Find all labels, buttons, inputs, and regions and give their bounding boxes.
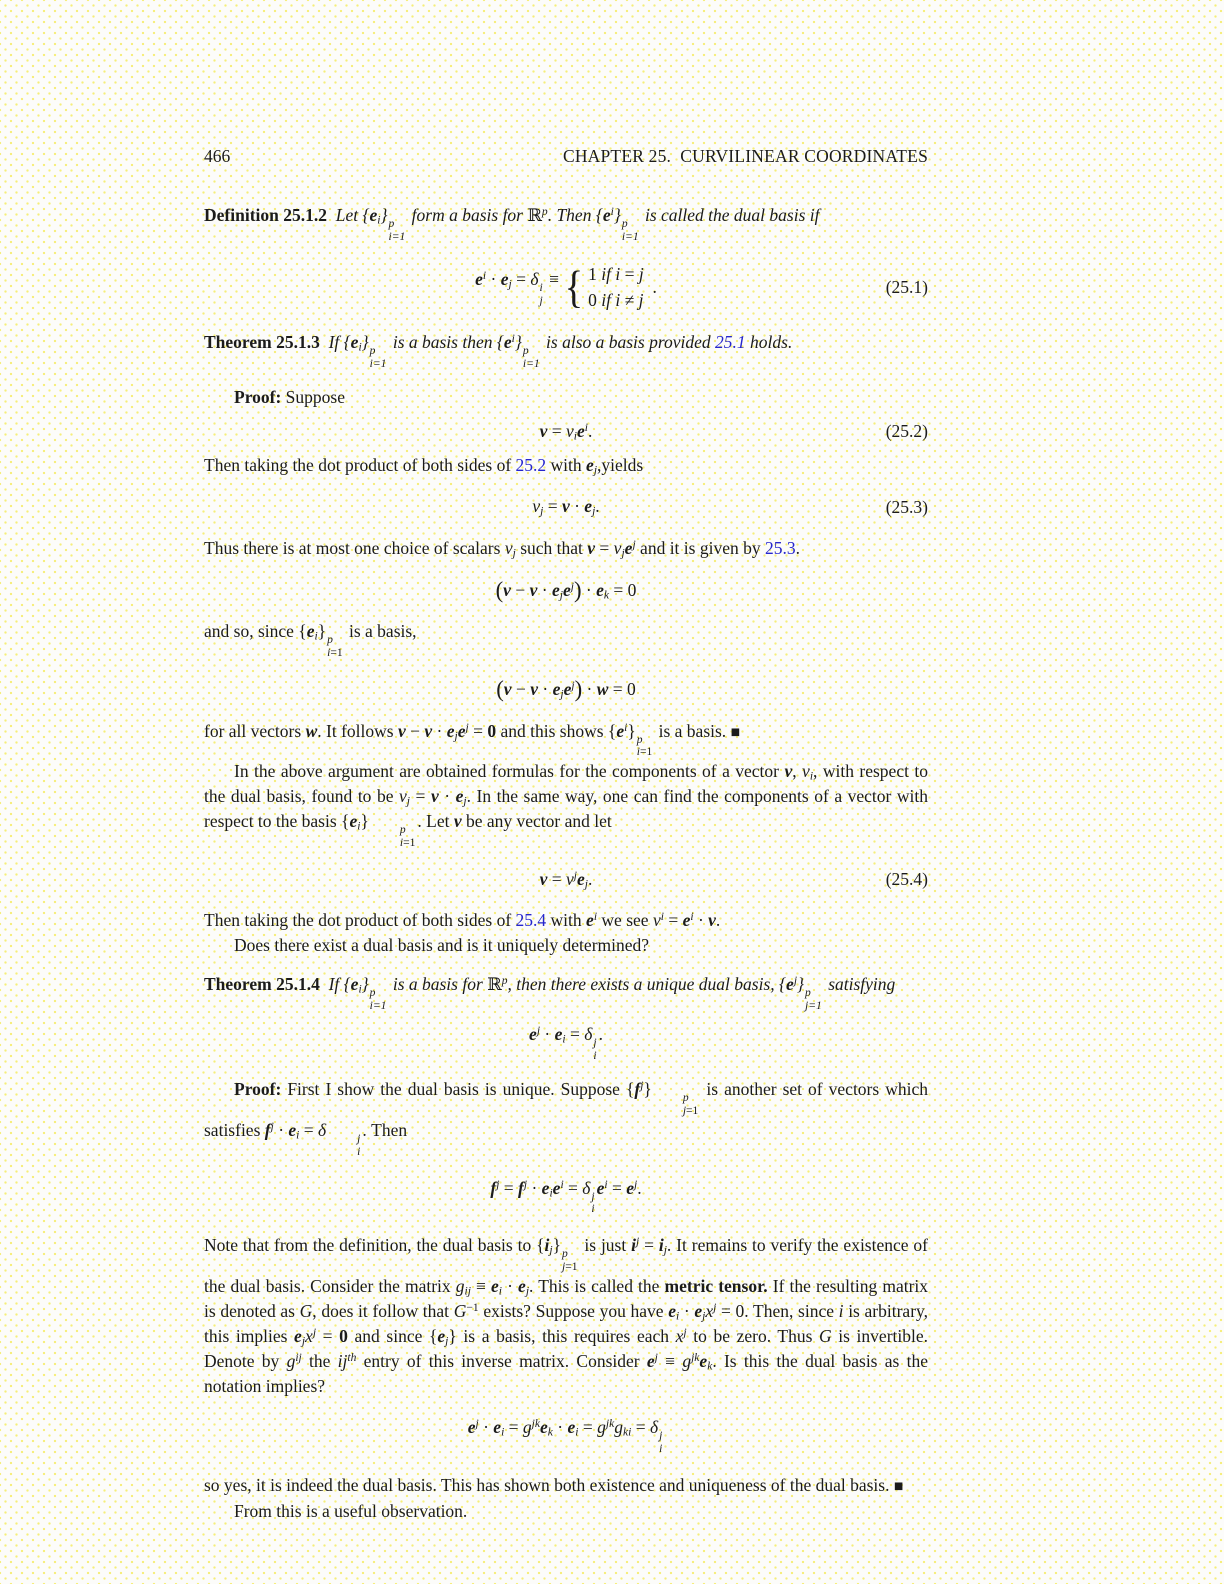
equation-number: (25.1) [885, 276, 928, 297]
qed-square: ■ [730, 723, 741, 741]
paragraph-theorem-25-1-3: Theorem 25.1.3 If $\{e_i\}$ p i=1 is a basis then $\{e^i\}$ p i=1 is also a basis provided 25.1 holds. [204, 332, 793, 371]
equation-25-2-math: $v = v_ie^i$. [539, 421, 593, 443]
equation-25-3-math: $v_j = v \cdot e_j$. [532, 496, 600, 518]
paragraph-thus-one-choice: Thus there is at most one choice of scalars $v_j$ such that $v = v_je^j$ and it is given by 25.3. [204, 537, 800, 560]
equation-fj-identity-math: $f^j = f^j \cdot e_ie^i = \delta$ j i $e^i = e^j$. [490, 1177, 642, 1216]
equation-fj-identity [204, 1176, 928, 1217]
paragraph-for-all-vectors: for all vectors w. It follows $v - v \cdot e_je^j = 0$ and this shows $\{e^i\}$ p i=1 is a basis. ■ [204, 720, 741, 759]
paragraph-then-dot-product-25-4: Then taking the dot product of both sides of 25.4 with $e^i$ we see $v^i = e^i \cdot v$. [204, 910, 721, 931]
equation-25-1-math: $e^i \cdot e_j = \delta$ i j ≡ { 1 if i = j 0 if i ≠ j . [475, 260, 657, 312]
equation-number: (25.2) [885, 421, 928, 442]
xref-25-4[interactable]: 25.4 [515, 910, 547, 931]
chapter-title: CHAPTER 25. CURVILINEAR COORDINATES [562, 146, 928, 166]
page-header [204, 146, 928, 167]
equation-25-4-math: $v = v^je_j$. [539, 868, 593, 891]
equation-projection-w-math: $(v - v \cdot e_je^j) \cdot w = 0$ [496, 676, 636, 702]
textbook-page [204, 146, 928, 1523]
xref-25-2[interactable]: 25.2 [515, 454, 547, 475]
equation-metric-dual-check [204, 1415, 928, 1456]
equation-projection-w [204, 677, 928, 702]
equation-25-2 [204, 419, 928, 444]
equation-number: (25.3) [885, 496, 928, 517]
page-number: 466 [204, 146, 231, 166]
paragraph-proof-uniqueness: Proof: First I show the dual basis is unique. Suppose $\{f^j\}$ p j=1 is another set of vectors which satisfies $f^j \cdot e_i = \delta$ j i . Then [204, 1078, 928, 1158]
equation-dual-defining [204, 1022, 928, 1063]
qed-square: ■ [893, 1478, 904, 1496]
paragraph-proof-suppose: Proof: Suppose [234, 387, 345, 408]
xref-25-3[interactable]: 25.3 [764, 537, 796, 558]
equation-metric-dual-check-math: $e^j \cdot e_i = g^{jk}e_k \cdot e_i = g^{jk}g_{ki} = \delta$ j i [467, 1417, 663, 1456]
paragraph-then-dot-product-25-2: Then taking the dot product of both sides of 25.2 with $e_j,yields$ [204, 454, 644, 477]
equation-projection-ek [204, 578, 928, 603]
equation-projection-ek-math: $(v - v \cdot e_je^j) \cdot e_k = 0$ [495, 577, 637, 603]
paragraph-in-above-argument: In the above argument are obtained formulas for the components of a vector v, $v_i$, with respect to the dual basis, found to be $v_j = v \cdot e_j$. In the same way, one can find the components of a vector with respect to the basis $\{e_i\}$ p i=1 . Let v be any vector and let [204, 761, 929, 850]
equation-25-3 [204, 494, 928, 519]
equation-25-4 [204, 867, 928, 892]
paragraph-note-metric-tensor: Note that from the definition, the dual basis to $\{i_j\}$ p j=1 is just $i^j = i_j$. It remains to verify the existence of the dual basis. Consider the matrix $g_{ij} \equiv e_i \cdot e_j$. This is called the metric tensor. If the resulting matrix is denoted as G, does it follow that $G^{-1}$ exists? Suppose you have $e_i \cdot e_jx^j = 0$. Then, since i is arbitrary, this implies $e_jx^j = 0$ and since $\{e_j\}$ is a basis, this requires each $x^j$ to be zero. Thus G is invertible. Denote by $g^{ij}$ the $ij^{th}$ entry of this inverse matrix. Consider $e^j \equiv g^{jk}e_k$. Is this the dual basis as the notation implies? [204, 1235, 929, 1396]
equation-25-1 [204, 261, 928, 314]
paragraph-definition-25-1-2: Definition 25.1.2 Let $\{e_i\}$ p i=1 form a basis for ℝ$^p$. Then $\{e^i\}$ p i=1 is called the dual basis if [204, 205, 820, 243]
paragraph-so-yes-dual-basis: so yes, it is indeed the dual basis. This has shown both existence and uniqueness of the dual basis. ■ [204, 1475, 904, 1496]
paragraph-theorem-25-1-4: Theorem 25.1.4 If $\{e_i\}$ p i=1 is a basis for ℝ$^p$, then there exists a unique dual basis, $\{e^j\}$ p j=1 satisfying [204, 974, 896, 1013]
paragraph-useful-observation: From this is a useful observation. [234, 1500, 468, 1521]
paragraph-does-dual-basis-exist: Does there exist a dual basis and is it uniquely determined? [234, 935, 650, 956]
xref-25-1[interactable]: 25.1 [715, 332, 746, 353]
equation-number: (25.4) [885, 868, 928, 889]
equation-dual-defining-math: $e^j \cdot e_i = \delta$ j i . [529, 1023, 603, 1062]
paragraph-and-so-since-basis: and so, since $\{e_i\}$ p i=1 is a basis, [204, 621, 417, 660]
